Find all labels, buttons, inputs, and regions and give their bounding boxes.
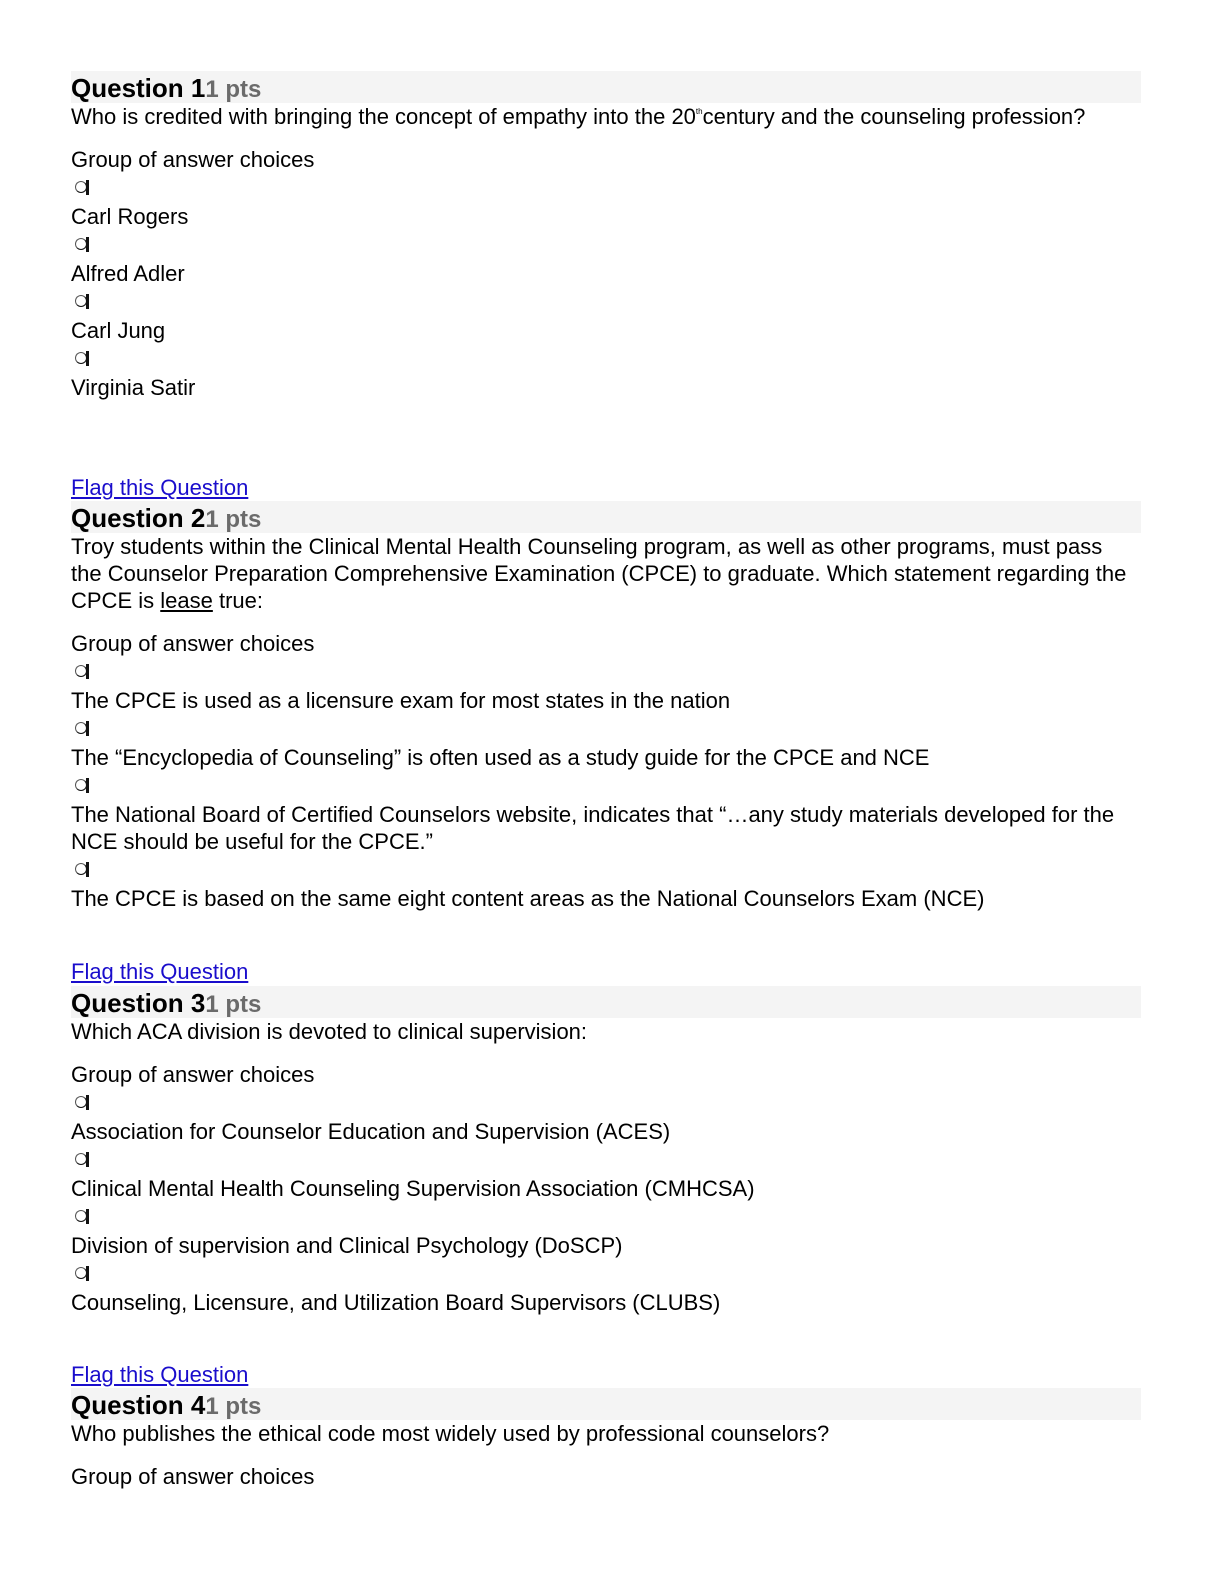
radio-button[interactable] bbox=[71, 287, 93, 317]
radio-button[interactable] bbox=[71, 714, 93, 744]
answer-option[interactable]: Division of supervision and Clinical Psychology (DoSCP) bbox=[71, 1233, 623, 1258]
answer-option[interactable]: The National Board of Certified Counselors website, indicates that “…any study materials developed for the NCE should be useful for the CPCE.” bbox=[71, 802, 1115, 854]
question-points: 1 pts bbox=[205, 991, 262, 1018]
answer-option[interactable]: Clinical Mental Health Counseling Supervision Association (CMHCSA) bbox=[71, 1176, 755, 1201]
question-points: 1 pts bbox=[205, 506, 262, 533]
question-header bbox=[71, 986, 1141, 1018]
answer-option[interactable]: Carl Jung bbox=[71, 318, 166, 343]
radio-button[interactable] bbox=[71, 771, 93, 801]
question-text: Which ACA division is devoted to clinical supervision: bbox=[71, 1019, 588, 1044]
question-text: Troy students within the Clinical Mental Health Counseling program, as well as other programs, must pass the Counselor Preparation Comprehensive Examination (CPCE) to graduate. Which statement regarding the CPCE is lease true: bbox=[71, 534, 1127, 613]
answer-choices bbox=[71, 657, 1141, 912]
radio-button[interactable] bbox=[71, 1088, 93, 1118]
question-header bbox=[71, 71, 1141, 103]
answer-option[interactable]: Counseling, Licensure, and Utilization Board Supervisors (CLUBS) bbox=[71, 1290, 721, 1315]
question-text: Who is credited with bringing the concept of empathy into the 20thcentury and the counseling profession? bbox=[71, 104, 1086, 129]
flag-question-link[interactable]: Flag this Question bbox=[71, 959, 249, 984]
question-text: Who publishes the ethical code most widely used by professional counselors? bbox=[71, 1421, 830, 1446]
radio-button[interactable] bbox=[71, 1145, 93, 1175]
question-2 bbox=[71, 501, 1141, 912]
question-header bbox=[71, 501, 1141, 533]
radio-button[interactable] bbox=[71, 1202, 93, 1232]
answer-option[interactable]: The CPCE is based on the same eight content areas as the National Counselors Exam (NCE) bbox=[71, 886, 985, 911]
superscript: th bbox=[695, 107, 703, 116]
answer-option[interactable]: Carl Rogers bbox=[71, 204, 189, 229]
question-title: Question 3 bbox=[71, 988, 206, 1018]
answer-option[interactable]: Virginia Satir bbox=[71, 375, 196, 400]
answer-choices bbox=[71, 173, 1141, 401]
radio-button[interactable] bbox=[71, 855, 93, 885]
question-1 bbox=[71, 71, 1141, 401]
question-header bbox=[71, 1388, 1141, 1420]
answer-option[interactable]: Alfred Adler bbox=[71, 261, 185, 286]
answer-option[interactable]: Association for Counselor Education and Supervision (ACES) bbox=[71, 1119, 671, 1144]
flag-question-link[interactable]: Flag this Question bbox=[71, 1362, 249, 1387]
radio-button[interactable] bbox=[71, 344, 93, 374]
flag-question-link[interactable]: Flag this Question bbox=[71, 475, 249, 500]
answer-option[interactable]: The “Encyclopedia of Counseling” is often used as a study guide for the CPCE and NCE bbox=[71, 745, 930, 770]
radio-button[interactable] bbox=[71, 230, 93, 260]
question-title: Question 4 bbox=[71, 1390, 206, 1420]
radio-button[interactable] bbox=[71, 173, 93, 203]
radio-button[interactable] bbox=[71, 657, 93, 687]
group-label: Group of answer choices bbox=[71, 1464, 315, 1489]
radio-button[interactable] bbox=[71, 1259, 93, 1289]
question-3 bbox=[71, 986, 1141, 1316]
question-4 bbox=[71, 1388, 1141, 1490]
question-points: 1 pts bbox=[205, 76, 262, 103]
answer-choices bbox=[71, 1088, 1141, 1316]
group-label: Group of answer choices bbox=[71, 631, 315, 656]
underlined-word: lease bbox=[160, 588, 213, 613]
answer-option[interactable]: The CPCE is used as a licensure exam for most states in the nation bbox=[71, 688, 731, 713]
question-points: 1 pts bbox=[205, 1393, 262, 1420]
question-title: Question 2 bbox=[71, 503, 206, 533]
question-title: Question 1 bbox=[71, 73, 206, 103]
group-label: Group of answer choices bbox=[71, 147, 315, 172]
group-label: Group of answer choices bbox=[71, 1062, 315, 1087]
